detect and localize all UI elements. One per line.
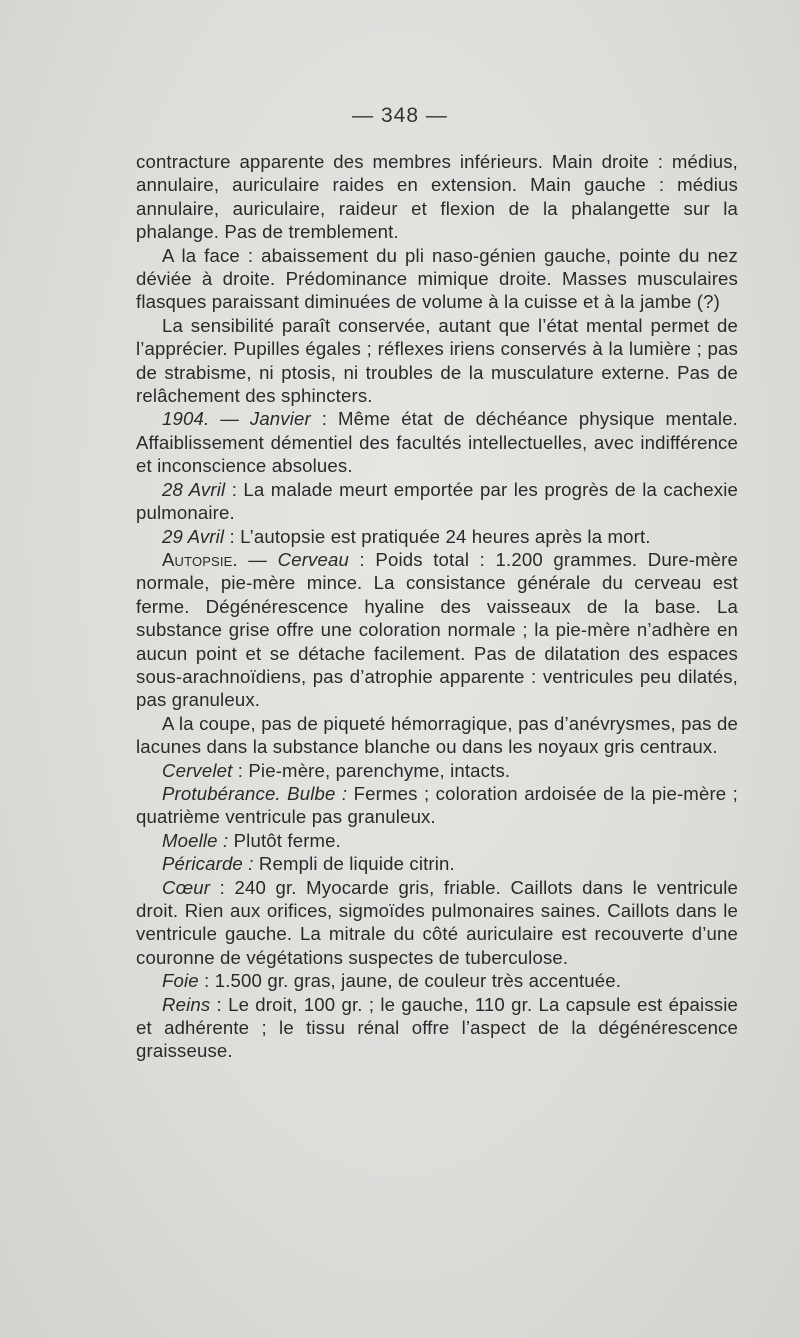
paragraph-text: Plutôt ferme. <box>228 829 341 851</box>
paragraph <box>136 759 738 782</box>
autopsie-heading: Autopsie. — <box>162 548 278 570</box>
paragraph-text: La sensibilité paraît conservée, autant que l’état mental permet de l’apprécier. Pupilles égales ; réflexes iriens conservés à la lumière ; pas de strabisme, ni ptosis, ni troubles de la musculature externe. Pas de relâchement des sphincters. <box>136 314 738 407</box>
paragraph <box>136 244 738 314</box>
paragraph <box>136 829 738 852</box>
paragraph-text: : Poids total : 1.200 grammes. Dure-mère normale, pie-mère mince. La consistance générale du cerveau est ferme. Dégénérescence hyaline des vaisseaux de la base. La substance grise offre une coloration normale ; la pie-mère n’adhère en aucun point et se détache facilement. Pas de dilatation des espaces sous-arachnoïdiens, pas d’atrophie apparente : ventricules peu dilatés, pas granuleux. <box>136 548 739 711</box>
paragraph <box>136 525 738 548</box>
paragraph-text: Rempli de liquide citrin. <box>253 853 455 875</box>
paragraph-text: A la coupe, pas de piqueté hémorragique, pas d’anévrysmes, pas de lacunes dans la substance blanche ou dans les noyaux gris centraux. <box>136 712 738 758</box>
paragraph-text: Fermes ; coloration ardoisée de la pie-mère ; quatrième ventricule pas granuleux. <box>136 782 738 828</box>
paragraph-label: 1904. — Janvier <box>162 408 311 430</box>
paragraph-label: Moelle : <box>162 829 229 851</box>
paragraph-text: : L’autopsie est pratiquée 24 heures après la mort. <box>224 525 651 547</box>
paragraph <box>136 993 738 1063</box>
paragraph-label: Péricarde : <box>162 853 254 875</box>
paragraph <box>136 548 738 712</box>
paragraph <box>136 969 738 992</box>
paragraph-text: A la face : abaissement du pli naso-génien gauche, pointe du nez déviée à droite. Prédominance mimique droite. Masses musculaires flasques paraissant diminuées de volume à la cuisse et à la jambe (?) <box>136 244 738 313</box>
paragraph-label: Cervelet <box>162 759 233 781</box>
paragraph-text: : La malade meurt emportée par les progrès de la cachexie pulmonaire. <box>136 478 738 524</box>
paragraph-label: Reins <box>162 993 211 1015</box>
page-number: — 348 — <box>352 104 448 127</box>
paragraph-label: 29 Avril <box>162 525 225 547</box>
paragraph-label: Foie <box>162 970 199 992</box>
paragraph <box>136 314 738 408</box>
paragraph <box>136 712 738 759</box>
paragraph-text: : 240 gr. Myocarde gris, friable. Caillots dans le ventricule droit. Rien aux orifices, sigmoïdes pulmonaires saines. Caillots dans le ventricule gauche. La mitrale du côté auriculaire est recouverte d’une couronne de végétations suspectes de tuberculose. <box>136 876 738 968</box>
paragraph-label: Cœur <box>162 876 211 898</box>
paragraph-text: : 1.500 gr. gras, jaune, de couleur très accentuée. <box>198 970 622 992</box>
paragraph <box>136 150 738 244</box>
paragraph-text: : Pie-mère, parenchyme, intacts. <box>232 759 511 781</box>
paragraph <box>136 852 738 875</box>
paragraph <box>136 478 738 525</box>
body-text <box>136 150 738 1063</box>
paragraph <box>136 876 738 970</box>
paragraph <box>136 782 738 829</box>
paragraph-label: Protubérance. Bulbe : <box>162 782 348 804</box>
paragraph-text: : Même état de déchéance physique mentale. Affaiblissement démentiel des facultés intellectuelles, avec indifférence et inconscience absolues. <box>136 408 738 477</box>
paragraph-text: : Le droit, 100 gr. ; le gauche, 110 gr. La capsule est épaissie et adhérente ; le tissu rénal offre l’aspect de la dégénérescence graisseuse. <box>136 993 738 1062</box>
paragraph-label: Cerveau <box>277 548 349 570</box>
paragraph-label: 28 Avril <box>162 478 226 500</box>
paragraph <box>136 407 738 477</box>
paragraph-text: contracture apparente des membres inférieurs. Main droite : médius, annulaire, auriculaire raides en extension. Main gauche : médius annulaire, auriculaire, raideur et flexion de la phalangette sur la phalange. Pas de tremblement. <box>136 151 738 243</box>
